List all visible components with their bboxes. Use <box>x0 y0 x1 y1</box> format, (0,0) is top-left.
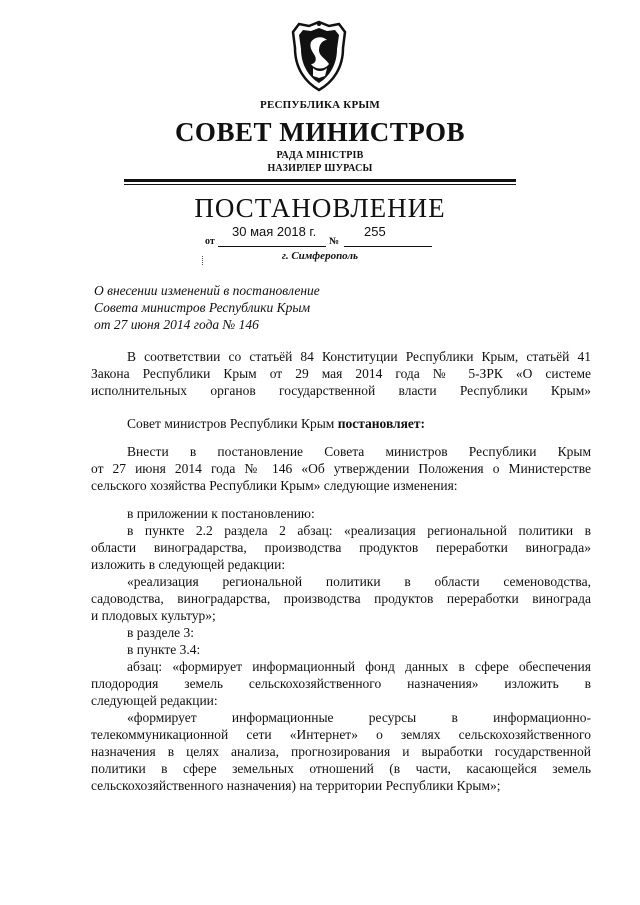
changes-list <box>91 505 591 794</box>
republic-name: РЕСПУБЛИКА КРЫМ <box>260 99 380 111</box>
resolves-keyword: постановляет: <box>337 416 426 431</box>
basis-paragraph <box>91 348 591 399</box>
number-underline <box>344 246 432 247</box>
body-line: и плодовых культур»; <box>91 608 216 623</box>
body-line: Внести в постановление Совета министров Республики Крым <box>127 444 591 459</box>
subject-line: от 27 июня 2014 года № 146 <box>94 317 259 332</box>
resolves-text: Совет министров Республики Крым <box>127 416 338 431</box>
resolves-paragraph <box>91 415 591 432</box>
body-line: от 27 июня 2014 года № 146 «Об утверждении Положения о Министерстве <box>91 461 591 476</box>
date-label: от <box>205 236 215 247</box>
body-line: следующей редакции: <box>91 693 218 708</box>
city-name: г. Симферополь <box>281 250 359 262</box>
body-line: садоводства, виноградарства, производства продуктов переработки винограда <box>91 591 591 606</box>
body-line: В соответствии со статьёй 84 Конституции Республики Крым, статьёй 41 <box>127 349 591 364</box>
council-name-crimean-tatar: НАЗИРЛЕР ШУРАСЫ <box>267 163 373 174</box>
body-line: исполнительных органов государственной власти Республики Крым» <box>91 383 591 398</box>
decree-date: 30 мая 2018 г. <box>232 224 317 239</box>
body-line: в разделе 3: <box>127 625 195 640</box>
body-line: области виноградарства, производства продуктов переработки винограда» <box>91 540 591 555</box>
body-line: назначения в целях анализа, прогнозирования и выработки государственной <box>91 744 591 759</box>
body-line: политики в сфере земельных отношений (в части, касающейся земель <box>91 761 591 776</box>
body-line: «реализация региональной политики в области семеноводства, <box>127 574 591 589</box>
body-line: в приложении к постановлению: <box>127 506 315 521</box>
decree-number: 255 <box>364 224 386 239</box>
body-line <box>91 415 591 432</box>
body-line: в пункте 3.4: <box>127 642 201 657</box>
body-line: телекоммуникационной сети «Интернет» о землях сельскохозяйственного <box>91 727 591 742</box>
body-line: «формирует информационные ресурсы в информационно- <box>127 710 591 725</box>
body-line: сельскохозяйственного назначения) на территории Республики Крым»; <box>91 778 501 793</box>
body-line: абзац: «формирует информационный фонд данных в сфере обеспечения <box>127 659 591 674</box>
council-name-ukrainian: РАДА МІНІСТРІВ <box>276 150 364 161</box>
header-divider-thin <box>124 184 516 185</box>
decree-subject <box>94 282 320 333</box>
body-line: в пункте 2.2 раздела 2 абзац: «реализация региональной политики в <box>127 523 591 538</box>
body-line: плодородия земель сельскохозяйственного назначения» изложить в <box>91 676 591 691</box>
header-divider-thick <box>124 179 516 182</box>
body-line: изложить в следующей редакции: <box>91 557 286 572</box>
number-label: № <box>329 236 340 247</box>
date-underline <box>218 246 326 247</box>
amend-paragraph <box>91 443 591 494</box>
subject-line: О внесении изменений в постановление <box>94 283 320 298</box>
decree-title: ПОСТАНОВЛЕНИЕ <box>194 193 446 223</box>
subject-line: Совета министров Республики Крым <box>94 300 311 315</box>
body-line: Закона Республики Крым от 29 мая 2014 года № 5-ЗРК «О системе <box>91 366 591 381</box>
crimea-emblem-icon <box>289 20 349 92</box>
body-line: сельского хозяйства Республики Крым» следующие изменения: <box>91 478 458 493</box>
council-name: СОВЕТ МИНИСТРОВ <box>174 117 466 147</box>
